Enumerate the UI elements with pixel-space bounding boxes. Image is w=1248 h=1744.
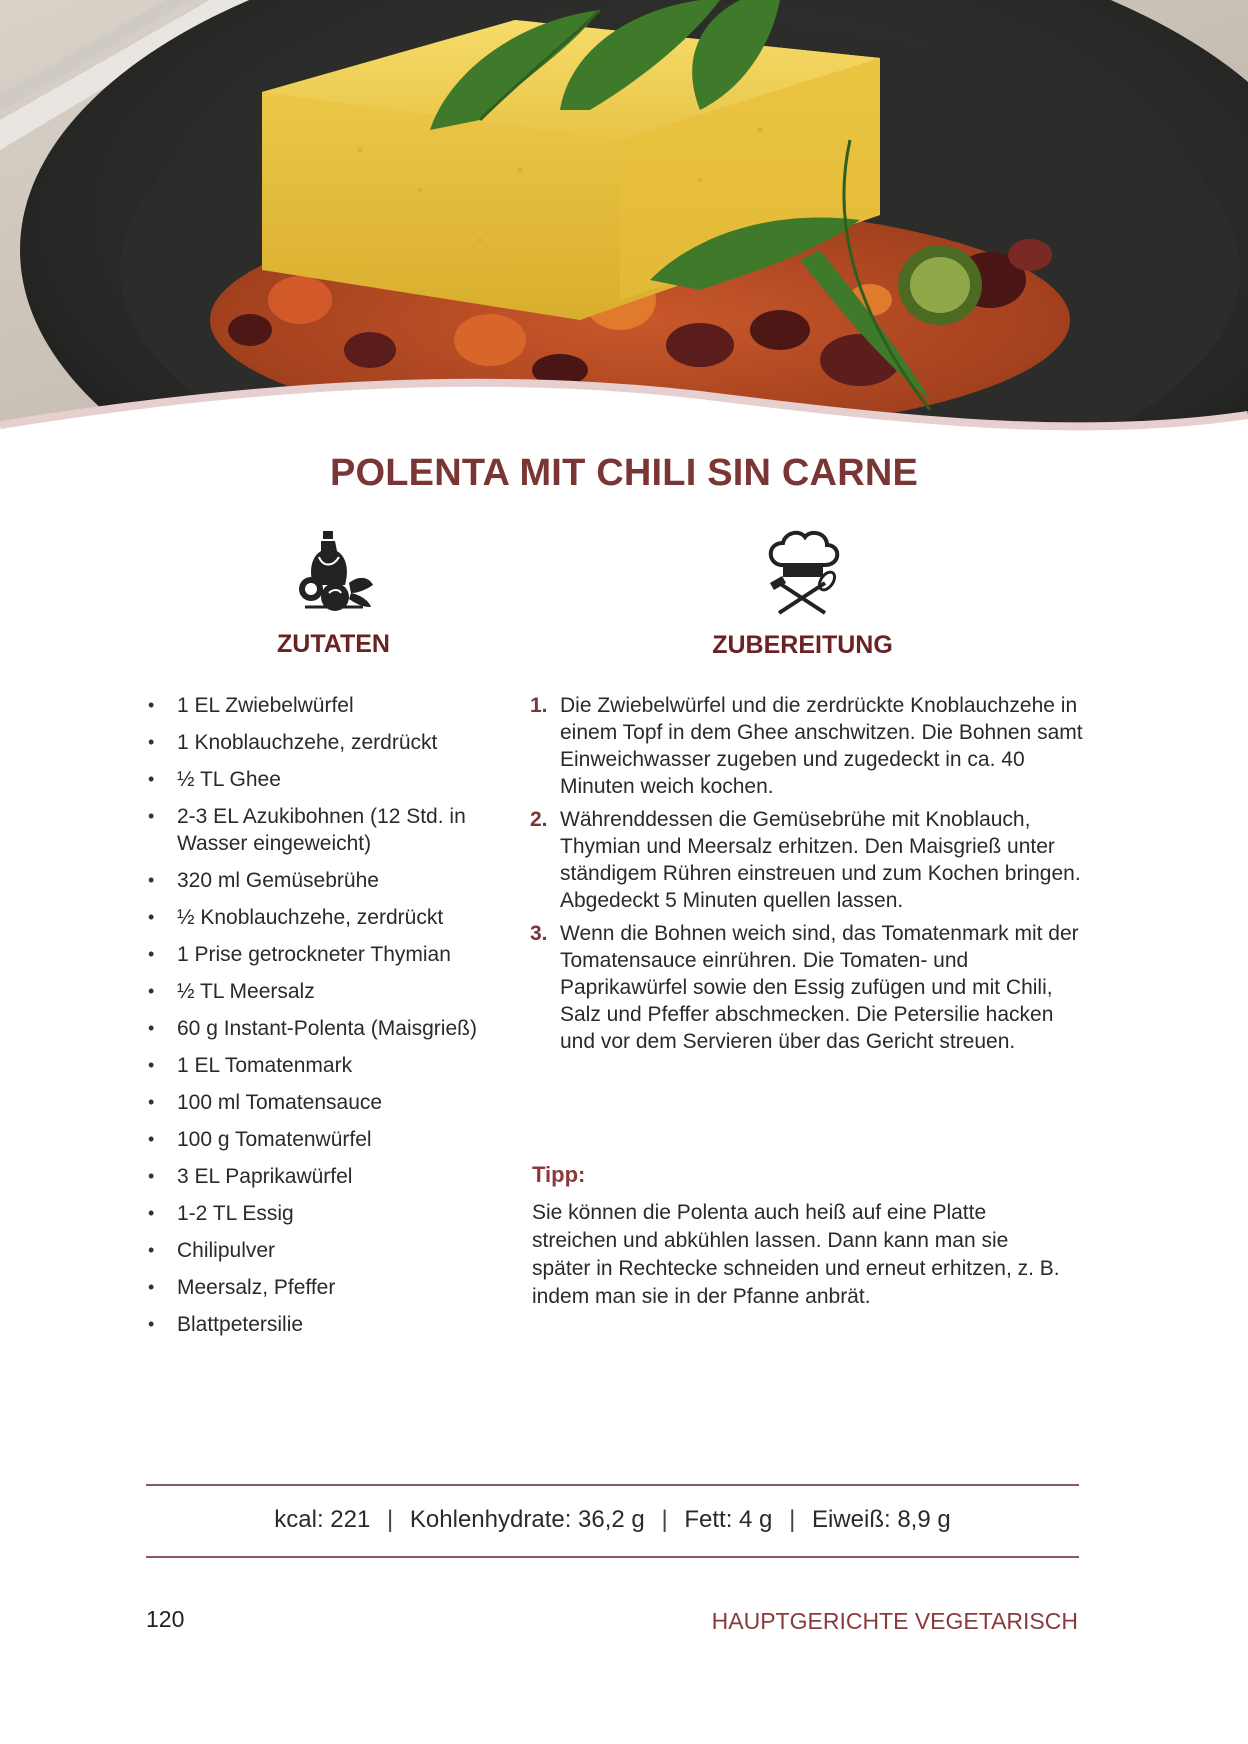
step-item	[530, 692, 1090, 800]
list-item: • 100 ml Tomatensauce	[148, 1089, 508, 1116]
nutrition-facts	[146, 1506, 1079, 1534]
step-number: 1.	[530, 694, 548, 717]
step-text: Wenn die Bohnen weich sind, das Tomatenmark mit der Tomatensauce einrühren. Die Tomaten- und Paprikawürfel sowie den Essig zufügen und mit Chili, Salz und Pfeffer abschmecken. Die Petersilie hacken und vor dem Servieren über das Gericht streuen.	[560, 922, 1079, 1053]
step-text: Die Zwiebelwürfel und die zerdrückte Knoblauchzehe in einem Topf in dem Ghee anschwitzen. Die Bohnen samt Einweichwasser zugeben und zugedeckt in ca. 40 Minuten weich kochen.	[560, 694, 1083, 798]
step-item	[530, 806, 1090, 914]
chef-hat-utensils-icon	[757, 527, 847, 617]
step-number: 2.	[530, 808, 548, 831]
polenta-dish-photo	[0, 0, 1248, 440]
list-item: • 3 EL Paprikawürfel	[148, 1163, 508, 1190]
list-item: • 1-2 TL Essig	[148, 1200, 508, 1227]
list-item: • 320 ml Gemüsebrühe	[148, 867, 508, 894]
step-number: 3.	[530, 922, 548, 945]
preparation-steps	[530, 692, 1090, 1061]
oil-bottle-garlic-icon	[289, 527, 379, 617]
ingredients-list	[148, 692, 508, 1348]
kcal-value: kcal: 221	[274, 1506, 371, 1533]
tip-label: Tipp:	[532, 1162, 586, 1187]
protein-value: Eiweiß: 8,9 g	[811, 1506, 951, 1533]
tip-text: Sie können die Polenta auch heiß auf eine Platte streichen und abkühlen lassen. Dann kann man sie später in Rechtecke schneiden und erneut erhitzen, z. B. indem man sie in der Pfanne anbrät.	[532, 1201, 1060, 1308]
step-item	[530, 920, 1090, 1055]
hero-photo	[0, 0, 1248, 440]
list-item: • 1 EL Zwiebelwürfel	[148, 692, 508, 719]
divider	[146, 1484, 1079, 1486]
divider	[146, 1556, 1079, 1558]
list-item: • 60 g Instant-Polenta (Maisgrieß)	[148, 1015, 508, 1042]
preparation-heading: ZUBEREITUNG	[712, 631, 893, 659]
list-item: • 1 Knoblauchzehe, zerdrückt	[148, 729, 508, 756]
fat-value: Fett: 4 g	[684, 1506, 773, 1533]
step-text: Währenddessen die Gemüsebrühe mit Knoblauch, Thymian und Meersalz erhitzen. Den Maisgrieß unter ständigem Rühren einstreuen und zum Kochen bringen. Abgedeckt 5 Minuten quellen lassen.	[560, 808, 1081, 912]
recipe-title: POLENTA MIT CHILI SIN CARNE	[329, 452, 919, 494]
list-item: • ½ TL Meersalz	[148, 978, 508, 1005]
list-item: • 1 EL Tomatenmark	[148, 1052, 508, 1079]
list-item: • 2-3 EL Azukibohnen (12 Std. in Wasser eingeweicht)	[148, 803, 508, 857]
page-number: 120	[146, 1606, 185, 1632]
section-name: HAUPTGERICHTE VEGETARISCH	[711, 1608, 1078, 1634]
separator: |	[789, 1506, 796, 1533]
list-item: • 1 Prise getrockneter Thymian	[148, 941, 508, 968]
list-item: • Meersalz, Pfeffer	[148, 1274, 508, 1301]
separator: |	[661, 1506, 668, 1533]
list-item: • Chilipulver	[148, 1237, 508, 1264]
list-item: • 100 g Tomatenwürfel	[148, 1126, 508, 1153]
list-item: • ½ TL Ghee	[148, 766, 508, 793]
list-item: • ½ Knoblauchzehe, zerdrückt	[148, 904, 508, 931]
separator: |	[387, 1506, 394, 1533]
list-item: • Blattpetersilie	[148, 1311, 508, 1338]
carbs-value: Kohlenhydrate: 36,2 g	[409, 1506, 645, 1533]
ingredients-heading: ZUTATEN	[277, 630, 390, 658]
